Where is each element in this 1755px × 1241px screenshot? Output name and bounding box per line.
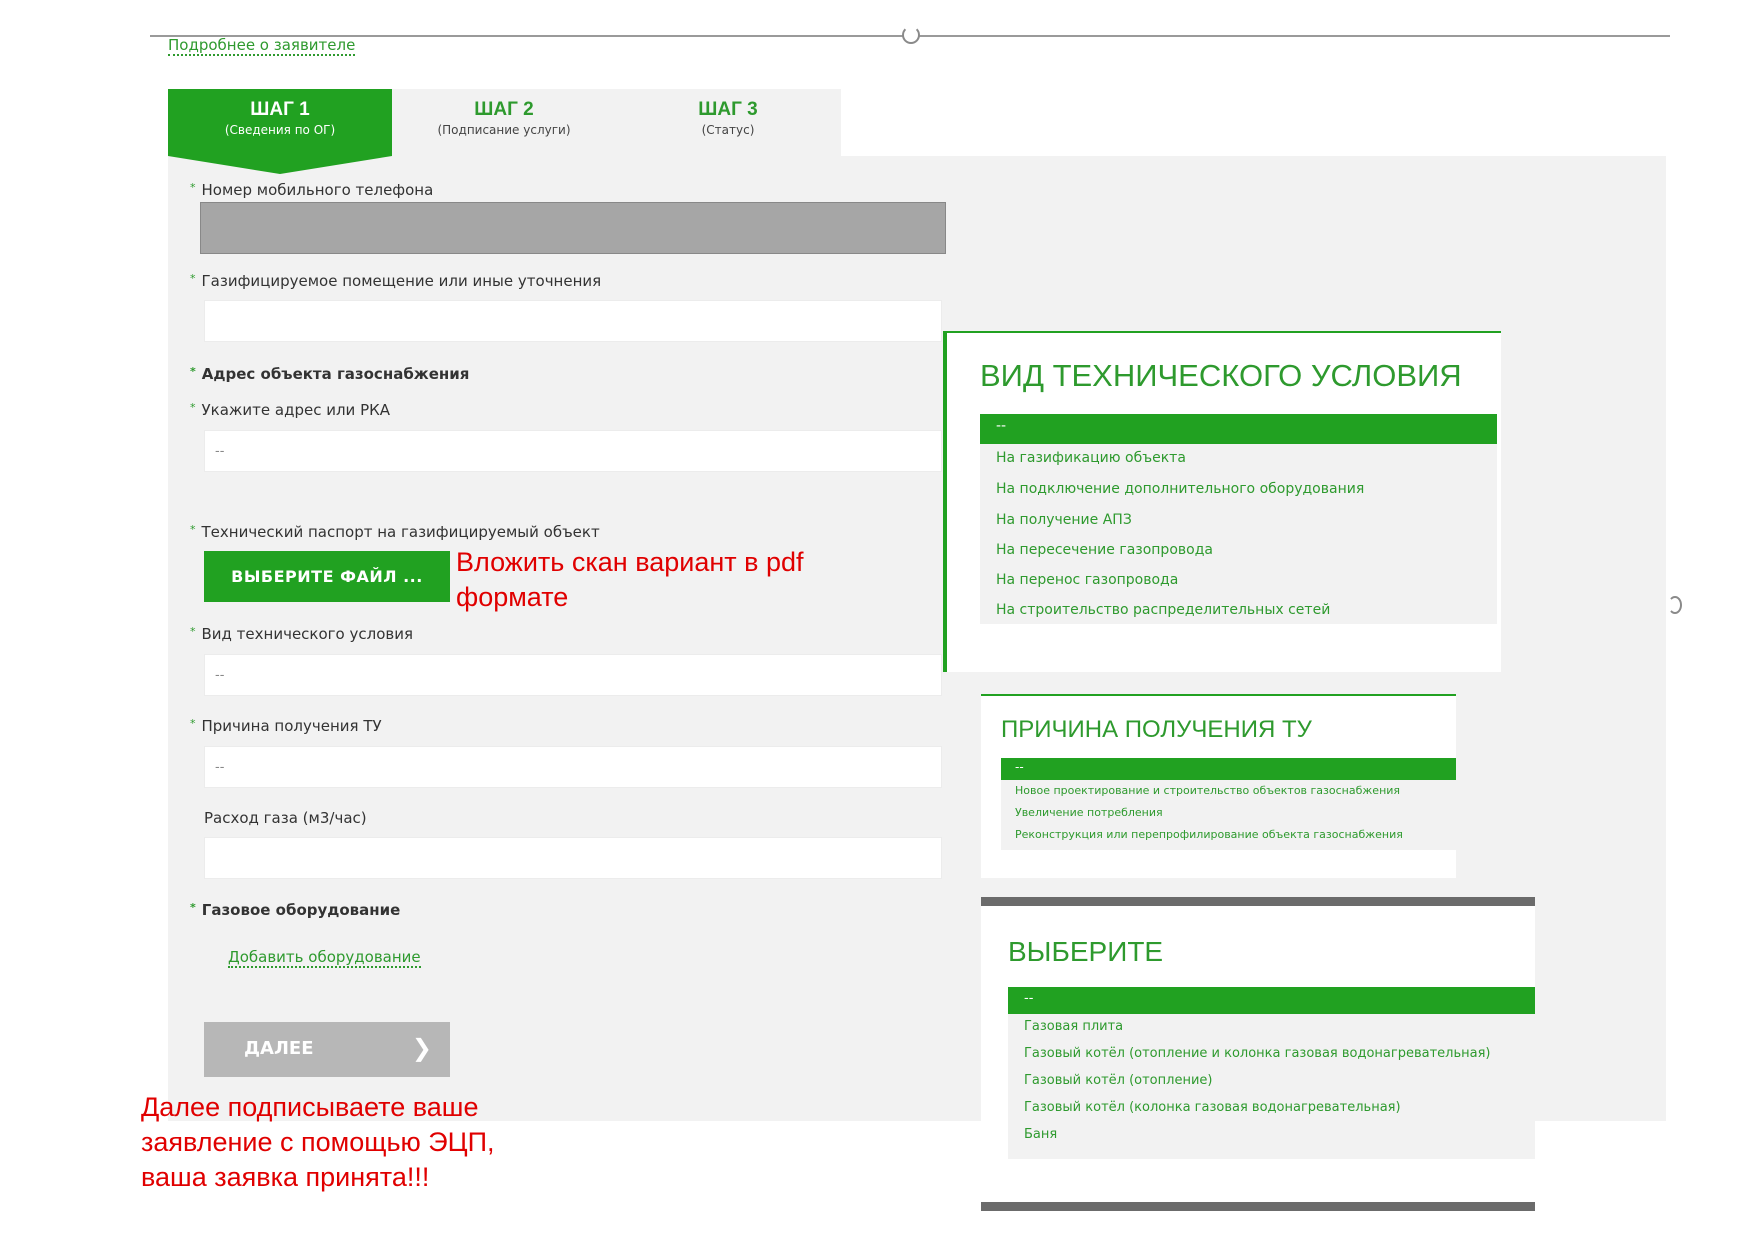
phone-input[interactable] [200, 202, 946, 254]
phone-label: * Номер мобильного телефона [190, 181, 434, 199]
tu-type-option[interactable]: На строительство распределительных сетей [996, 602, 1331, 618]
equipment-option[interactable]: Газовый котёл (отопление и колонка газовая водонагревательная) [1024, 1046, 1491, 1061]
step-subtitle: (Подписание услуги) [437, 123, 571, 137]
tu-reason-select[interactable] [204, 746, 942, 788]
address-label: * Укажите адрес или РКА [190, 401, 391, 419]
address-select[interactable] [204, 430, 942, 472]
passport-label: * Технический паспорт на газифицируемый объект [190, 523, 600, 541]
next-button-label: ДАЛЕЕ [244, 1038, 314, 1059]
chevron-right-icon: ❯ [411, 1034, 432, 1062]
bottom-note-line: ваша заявка принята!!! [141, 1162, 430, 1192]
gas-flow-input[interactable] [204, 837, 942, 879]
scan-note [456, 545, 804, 615]
address-heading: * Адрес объекта газоснабжения [190, 365, 470, 383]
bottom-note [141, 1090, 495, 1195]
tu-type-option[interactable]: На подключение дополнительного оборудования [996, 481, 1365, 497]
equipment-option[interactable]: Баня [1024, 1127, 1058, 1142]
premises-label: * Газифицируемое помещение или иные уточнения [190, 272, 602, 290]
step-title: ШАГ 1 [250, 99, 310, 120]
tu-type-label: * Вид технического условия [190, 625, 413, 643]
choose-file-button[interactable]: ВЫБЕРИТЕ ФАЙЛ ... [204, 551, 450, 602]
tu-type-option[interactable]: На газификацию объекта [996, 450, 1186, 466]
next-button[interactable] [204, 1022, 450, 1077]
scan-note-line: формате [456, 582, 569, 612]
tu-type-option-selected-text: -- [996, 418, 1007, 434]
equipment-dropdown-title: ВЫБЕРИТЕ [1008, 936, 1164, 967]
bottom-note-line: заявление с помощью ЭЦП, [141, 1127, 495, 1157]
tab-step-3[interactable] [616, 89, 840, 156]
tu-reason-option-selected-text: -- [1015, 760, 1024, 774]
connector-handle-right [1668, 596, 1682, 614]
tab-step-2[interactable] [392, 89, 616, 156]
active-step-pointer [168, 156, 392, 174]
address-select-value: -- [215, 444, 225, 459]
scan-note-line: Вложить скан вариант в pdf [456, 547, 804, 577]
tu-type-option-selected[interactable] [980, 414, 1497, 444]
equipment-option[interactable]: Газовая плита [1024, 1019, 1124, 1034]
equipment-dropdown [981, 897, 1535, 1211]
tu-reason-dropdown [981, 694, 1456, 878]
premises-input[interactable] [204, 300, 942, 342]
gas-flow-label: Расход газа (м3/час) [204, 809, 367, 827]
tu-type-select[interactable] [204, 654, 942, 696]
equipment-heading: * Газовое оборудование [190, 901, 401, 919]
step-title: ШАГ 2 [474, 99, 534, 120]
equipment-option-selected-text: -- [1024, 991, 1034, 1006]
tu-reason-option[interactable]: Новое проектирование и строительство объектов газоснабжения [1015, 784, 1401, 797]
step-subtitle: (Сведения по ОГ) [224, 123, 336, 137]
tu-type-options [980, 444, 1497, 624]
tu-type-dropdown [943, 331, 1501, 672]
tab-step-1[interactable] [168, 89, 392, 156]
tu-reason-dropdown-title: ПРИЧИНА ПОЛУЧЕНИЯ ТУ [1001, 716, 1312, 743]
tu-reason-option[interactable]: Увеличение потребления [1015, 806, 1163, 819]
tu-reason-option[interactable]: Реконструкция или перепрофилирование объекта газоснабжения [1015, 828, 1403, 841]
tu-type-option[interactable]: На перенос газопровода [996, 572, 1179, 588]
step-subtitle: (Статус) [701, 123, 755, 137]
tu-type-dropdown-title: ВИД ТЕХНИЧЕСКОГО УСЛОВИЯ [980, 358, 1462, 393]
tu-type-option[interactable]: На пересечение газопровода [996, 542, 1213, 558]
tu-reason-select-value: -- [215, 760, 225, 775]
equipment-option[interactable]: Газовый котёл (отопление) [1024, 1073, 1213, 1088]
connector-handle [902, 26, 920, 44]
bottom-note-line: Далее подписываете ваше [141, 1092, 479, 1122]
tu-type-option[interactable]: На получение АПЗ [996, 512, 1132, 528]
tu-reason-label: * Причина получения ТУ [190, 717, 382, 735]
tu-type-select-value: -- [215, 668, 225, 683]
tu-reason-option-selected[interactable] [1001, 758, 1456, 780]
equipment-option-selected[interactable] [1008, 987, 1535, 1014]
add-equipment-link[interactable]: Добавить оборудование [228, 948, 421, 966]
step-tabs [168, 89, 841, 156]
step-title: ШАГ 3 [698, 99, 758, 120]
applicant-details-link[interactable]: Подробнее о заявителе [168, 36, 356, 54]
equipment-option[interactable]: Газовый котёл (колонка газовая водонагревательная) [1024, 1100, 1401, 1115]
